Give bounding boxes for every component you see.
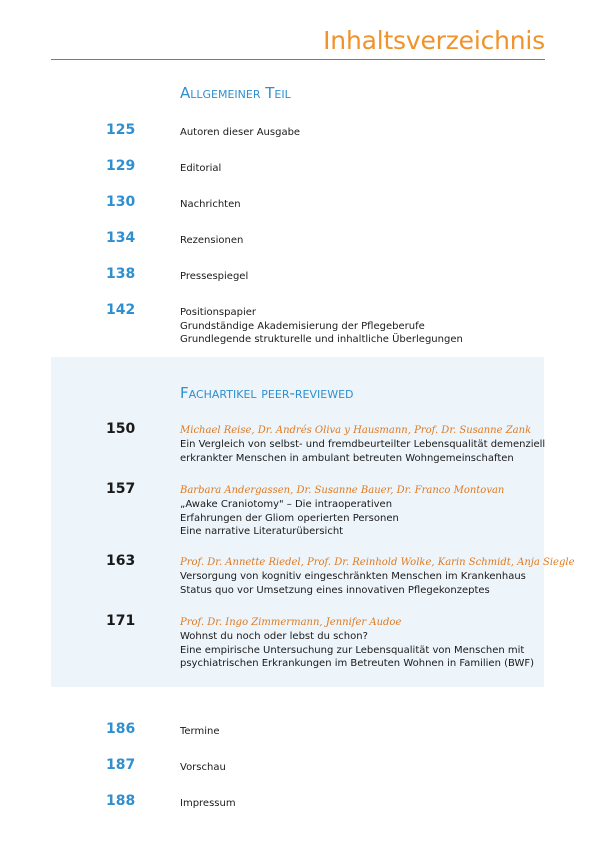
article-title-line: Wohnst du noch oder lebst du schon? bbox=[180, 631, 368, 642]
section-heading-general: Allgemeiner Teil bbox=[180, 84, 291, 102]
entry-title: Autoren dieser Ausgabe bbox=[180, 127, 301, 138]
page-number: 142 bbox=[106, 302, 136, 318]
article-authors: Prof. Dr. Ingo Zimmermann, Jennifer Audoe bbox=[180, 617, 402, 628]
page-number: 188 bbox=[106, 793, 136, 809]
page-number: 125 bbox=[106, 122, 136, 138]
article-authors: Prof. Dr. Annette Riedel, Prof. Dr. Reinhold Wolke, Karin Schmidt, Anja Siegle bbox=[180, 557, 575, 568]
title-divider bbox=[51, 59, 545, 60]
entry-title: Pressespiegel bbox=[180, 271, 249, 282]
page-title: Inhaltsverzeichnis bbox=[323, 26, 545, 55]
entry-title: Termine bbox=[180, 726, 220, 737]
page-number: 150 bbox=[106, 421, 136, 437]
page-number: 134 bbox=[106, 230, 136, 246]
page-number: 129 bbox=[106, 158, 136, 174]
page-number: 171 bbox=[106, 613, 136, 629]
entry-subtitle: Grundständige Akademisierung der Pflegeberufe bbox=[180, 320, 425, 332]
page-number: 186 bbox=[106, 721, 136, 737]
article-title-line: Erfahrungen der Gliom operierten Personen bbox=[180, 512, 399, 524]
entry-title: Editorial bbox=[180, 163, 222, 174]
article-title-line: Eine empirische Untersuchung zur Lebensqualität von Menschen mit bbox=[180, 644, 525, 656]
entry-title: Vorschau bbox=[180, 762, 226, 773]
page-number: 130 bbox=[106, 194, 136, 210]
article-title-line: erkrankter Menschen in ambulant betreuten Wohngemeinschaften bbox=[180, 452, 514, 464]
article-authors: Barbara Andergassen, Dr. Susanne Bauer, Dr. Franco Montovan bbox=[180, 485, 505, 496]
page-number: 163 bbox=[106, 553, 136, 569]
article-title-line: Versorgung von kognitiv eingeschränkten Menschen im Krankenhaus bbox=[180, 571, 526, 582]
article-title-line: „Awake Craniotomy" – Die intraoperativen bbox=[180, 499, 393, 510]
page-number: 187 bbox=[106, 757, 136, 773]
entry-title: Nachrichten bbox=[180, 199, 241, 210]
entry-title: Positionspapier bbox=[180, 307, 257, 318]
entry-title: Impressum bbox=[180, 798, 236, 809]
article-authors: Michael Reise, Dr. Andrés Oliva y Hausmann, Prof. Dr. Susanne Zank bbox=[180, 425, 532, 436]
article-title-line: Eine narrative Literaturübersicht bbox=[180, 526, 344, 537]
entry-title: Rezensionen bbox=[180, 235, 244, 246]
article-title-line: Status quo vor Umsetzung eines innovativen Pflegekonzeptes bbox=[180, 584, 490, 596]
entry-subtitle: Grundlegende strukturelle und inhaltliche Überlegungen bbox=[180, 334, 463, 345]
page-number: 157 bbox=[106, 481, 136, 497]
section-heading-peer-reviewed: Fachartikel peer-reviewed bbox=[180, 384, 354, 402]
article-title-line: Ein Vergleich von selbst- und fremdbeurteilter Lebensqualität demenziell bbox=[180, 439, 546, 450]
page-number: 138 bbox=[106, 266, 136, 282]
article-title-line: psychiatrischen Erkrankungen im Betreuten Wohnen in Familien (BWF) bbox=[180, 658, 535, 669]
